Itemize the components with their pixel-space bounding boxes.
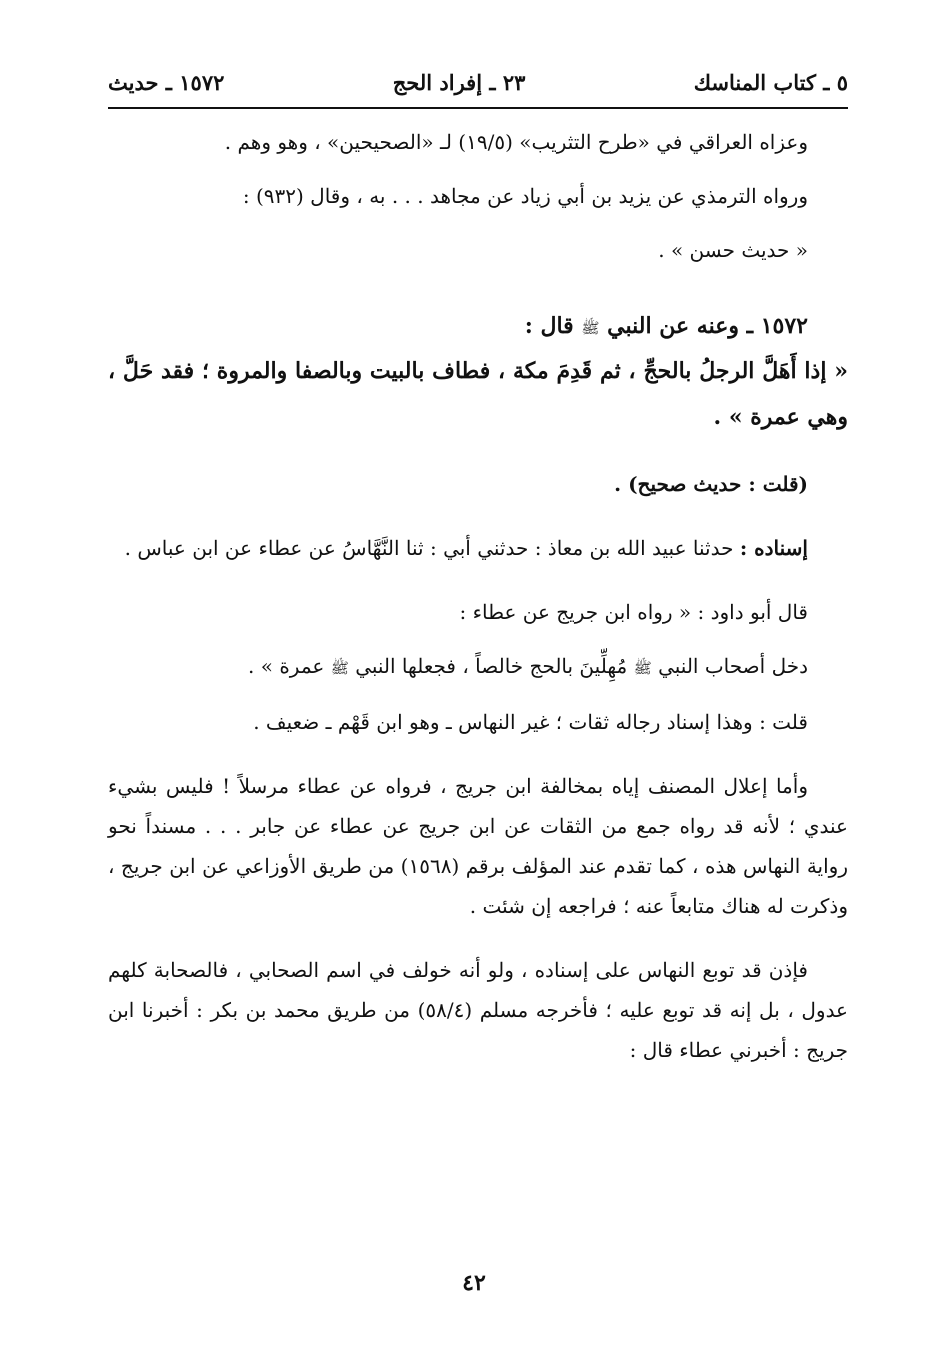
dakhal-part-2: مُهِلِّينَ بالحج خالصاً ، فجعلها النبي	[355, 654, 628, 678]
dakhal-part-3: عمرة » .	[248, 654, 325, 678]
salla-symbol: ﷺ	[330, 659, 349, 677]
paragraph-hasan: « حديث حسن » .	[658, 238, 808, 262]
header-hadith: ١٥٧٢ ـ حديث	[108, 69, 225, 95]
hadith-heading	[108, 306, 848, 348]
isnad-text: حدثنا عبيد الله بن معاذ : حدثني أبي : ثنا النَّهَّاسُ عن عطاء عن ابن عباس .	[124, 536, 734, 560]
salla-symbol: ﷺ	[633, 659, 652, 677]
page-body	[108, 122, 848, 1070]
page-number: ٤٢	[462, 1270, 486, 1296]
hadith-number: ١٥٧٢ ـ وعنه عن النبي	[607, 313, 808, 339]
isnad-paragraph	[108, 528, 848, 568]
isnad-label: إسناده :	[739, 536, 808, 560]
running-header	[108, 64, 848, 100]
dakhal-paragraph	[108, 646, 848, 688]
amma-paragraph: وأما إعلال المصنف إياه بمخالفة ابن جريج ، فرواه عن عطاء مرسلاً ! فليس بشيء عندي ؛ لأنه قد رواه جمع من الثقات عن ابن جريج عن عطاء عن جابر . . . مسنداً نحو رواية النهاس هذه ، كما تقدم عند المؤلف برقم (١٥٦٨) من طريق الأوزاعي عن ابن جريج ، وذكرت له هناك متابعاً عنه ؛ فراجعه إن شئت .	[108, 774, 848, 918]
paragraph-iraqi: وعزاه العراقي في «طرح التثريب» (١٩/٥) لـ «الصحيحين» ، وهو وهم .	[224, 130, 808, 154]
dakhal-part-1: دخل أصحاب النبي	[658, 654, 808, 678]
header-divider	[108, 107, 848, 109]
salla-symbol: ﷺ	[581, 319, 600, 337]
abu-dawud-paragraph: قال أبو داود : « رواه ابن جريج عن عطاء :	[459, 600, 808, 624]
qult-isnad-paragraph: قلت : وهذا إسناد رجاله ثقات ؛ غير النهاس ـ وهو ابن قَهْم ـ ضعيف .	[253, 710, 808, 734]
header-section: ٢٣ ـ إفراد الحج	[392, 69, 526, 95]
paragraph-tirmidhi: ورواه الترمذي عن يزيد بن أبي زياد عن مجاهد . . . به ، وقال (٩٣٢) :	[242, 184, 808, 208]
hadith-qal: قال :	[524, 313, 574, 339]
qult-sahih: (قلت : حديث صحيح) .	[614, 472, 808, 496]
header-chapter: ٥ ـ كتاب المناسك	[693, 69, 848, 95]
faidhan-paragraph: فإذن قد توبع النهاس على إسناده ، ولو أنه خولف في اسم الصحابي ، فالصحابة كلهم عدول ، بل إنه قد توبع عليه ؛ فأخرجه مسلم (٥٨/٤) من طريق محمد بن بكر : أخبرنا ابن جريج : أخبرني عطاء قال :	[108, 958, 848, 1062]
hadith-text: « إذا أَهَلَّ الرجلُ بالحجِّ ، ثم قَدِمَ مكة ، فطاف بالبيت وبالصفا والمروة ؛ فقد حَلَّ ، وهي عمرة » .	[108, 358, 848, 430]
